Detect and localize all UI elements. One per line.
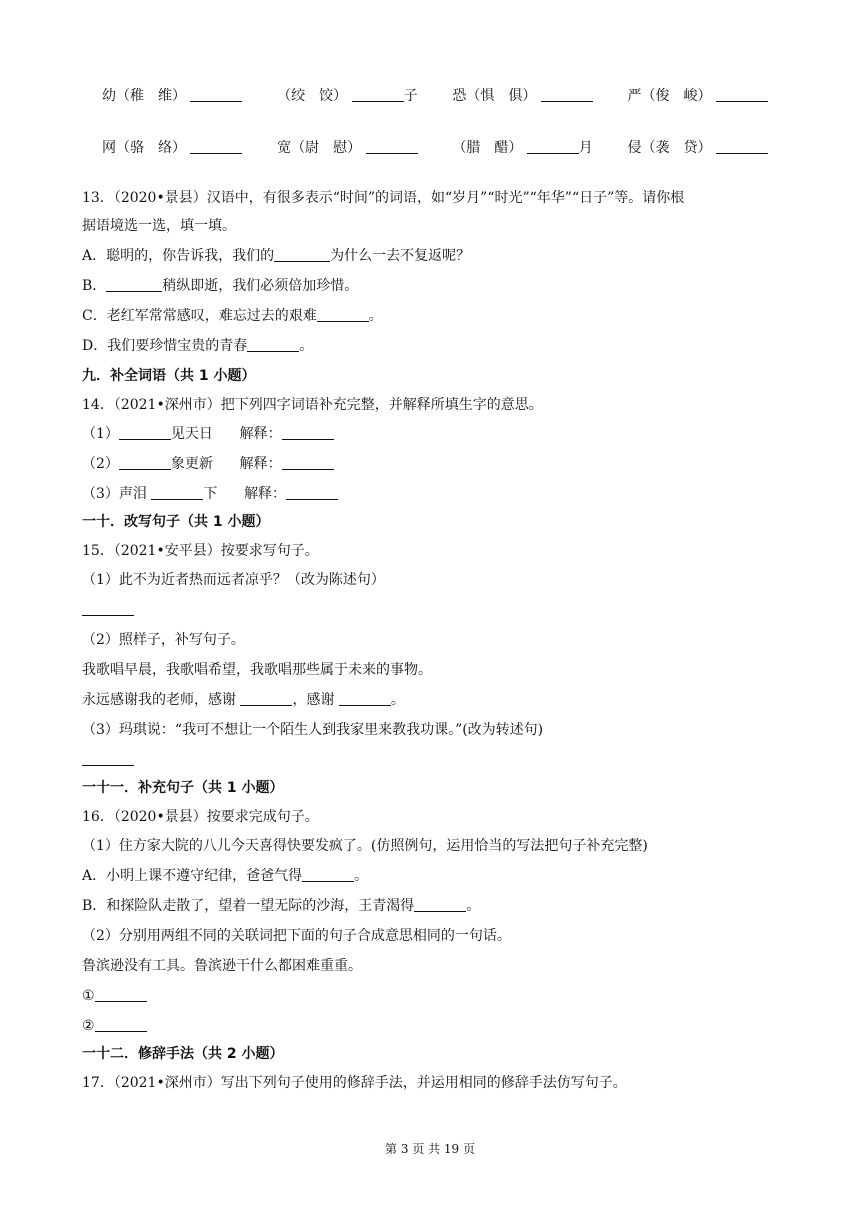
- q15-answer-1: [82, 600, 134, 620]
- choice-5: 网（骆 络）: [102, 140, 186, 156]
- q16-part-2: （2）分别用两组不同的关联词把下面的句子合成意思相同的一句话。: [82, 928, 511, 944]
- q15-stem: 15．（2021•安平县）按要求写句子。: [82, 543, 319, 559]
- q15-part-3: （3）玛琪说：“我可不想让一个陌生人到我家里来教我功课。”(改为转述句): [82, 722, 544, 738]
- q16-answer-1: ①: [82, 986, 147, 1006]
- choice-4: 严（俊 峻）: [627, 88, 712, 104]
- q16-sentence: 鲁滨逊没有工具。鲁滨逊干什么都困难重重。: [82, 958, 362, 974]
- choice-7: （腊 醋）: [452, 140, 523, 156]
- section-10-heading: 一十．改写句子（共 1 小题）: [82, 514, 270, 530]
- q15-example: 我歌唱早晨，我歌唱希望，我歌唱那些属于未来的事物。: [82, 662, 432, 678]
- q16-part-1: （1）住方家大院的八儿今天喜得快要发疯了。(仿照例句，运用恰当的写法把句子补充完整): [82, 838, 648, 854]
- section-9-heading: 九．补全词语（共 1 小题）: [82, 368, 256, 384]
- q13-option-c: C．老红军常常感叹，难忘过去的艰难 。: [82, 308, 383, 324]
- choice-8: 侵（袭 贷）: [627, 140, 712, 156]
- choice-3: 恐（惧 俱）: [452, 88, 537, 104]
- q15-part-2: （2）照样子，补写句子。: [82, 632, 245, 648]
- q14-item-1: （1） 见天日 解释：: [82, 424, 334, 444]
- q13-option-a: A．聪明的，你告诉我，我们的 为什么一去不复返呢？: [82, 248, 471, 264]
- q13-stem-1: 13．（2020•景县）汉语中，有很多表示“时间”的词语，如“岁月”“时光”“年华”“日子”等。请你根: [82, 190, 685, 206]
- q13-stem-2: 据语境选一选，填一填。: [82, 218, 236, 234]
- section-11-heading: 一十一．补充句子（共 1 小题）: [82, 780, 284, 796]
- section-12-heading: 一十二．修辞手法（共 2 小题）: [82, 1046, 284, 1062]
- choice-2: （绞 饺）: [277, 88, 348, 104]
- q15-answer-3: [82, 750, 134, 770]
- q13-option-d: D．我们要珍惜宝贵的青春 。: [82, 338, 314, 354]
- page-footer: 第 3 页 共 19 页: [385, 1142, 475, 1156]
- word-choice-row-1: [102, 86, 768, 106]
- choice-6: 宽（尉 慰）: [277, 140, 362, 156]
- q14-stem: 14．（2021•深州市）把下列四字词语补充完整，并解释所填生字的意思。: [82, 397, 543, 413]
- choice-1: 幼（稚 维）: [102, 88, 186, 104]
- q13-option-b: B． 稍纵即逝，我们必须倍加珍惜。: [82, 278, 359, 294]
- q17-stem: 17．（2021•深州市）写出下列句子使用的修辞手法，并运用相同的修辞手法仿写句子。: [82, 1075, 627, 1091]
- word-choice-row-2: [102, 138, 768, 158]
- q14-item-2: （2） 象更新 解释：: [82, 454, 334, 474]
- choice-2-suffix: 子: [403, 88, 418, 104]
- q16-option-a: A．小明上课不遵守纪律，爸爸气得 。: [82, 868, 369, 884]
- q16-answer-2: ②: [82, 1016, 147, 1036]
- q15-part-1: （1）此不为近者热而远者凉乎？（改为陈述句）: [82, 572, 385, 588]
- q16-option-b: B．和探险队走散了，望着一望无际的沙海，王青渴得 。: [82, 898, 481, 914]
- q14-item-3: （3）声泪 下 解释：: [82, 484, 338, 504]
- q16-stem: 16．（2020•景县）按要求完成句子。: [82, 809, 319, 825]
- q15-imitate: 永远感谢我的老师，感谢 ，感谢 。: [82, 692, 405, 708]
- choice-7-suffix: 月: [578, 140, 593, 156]
